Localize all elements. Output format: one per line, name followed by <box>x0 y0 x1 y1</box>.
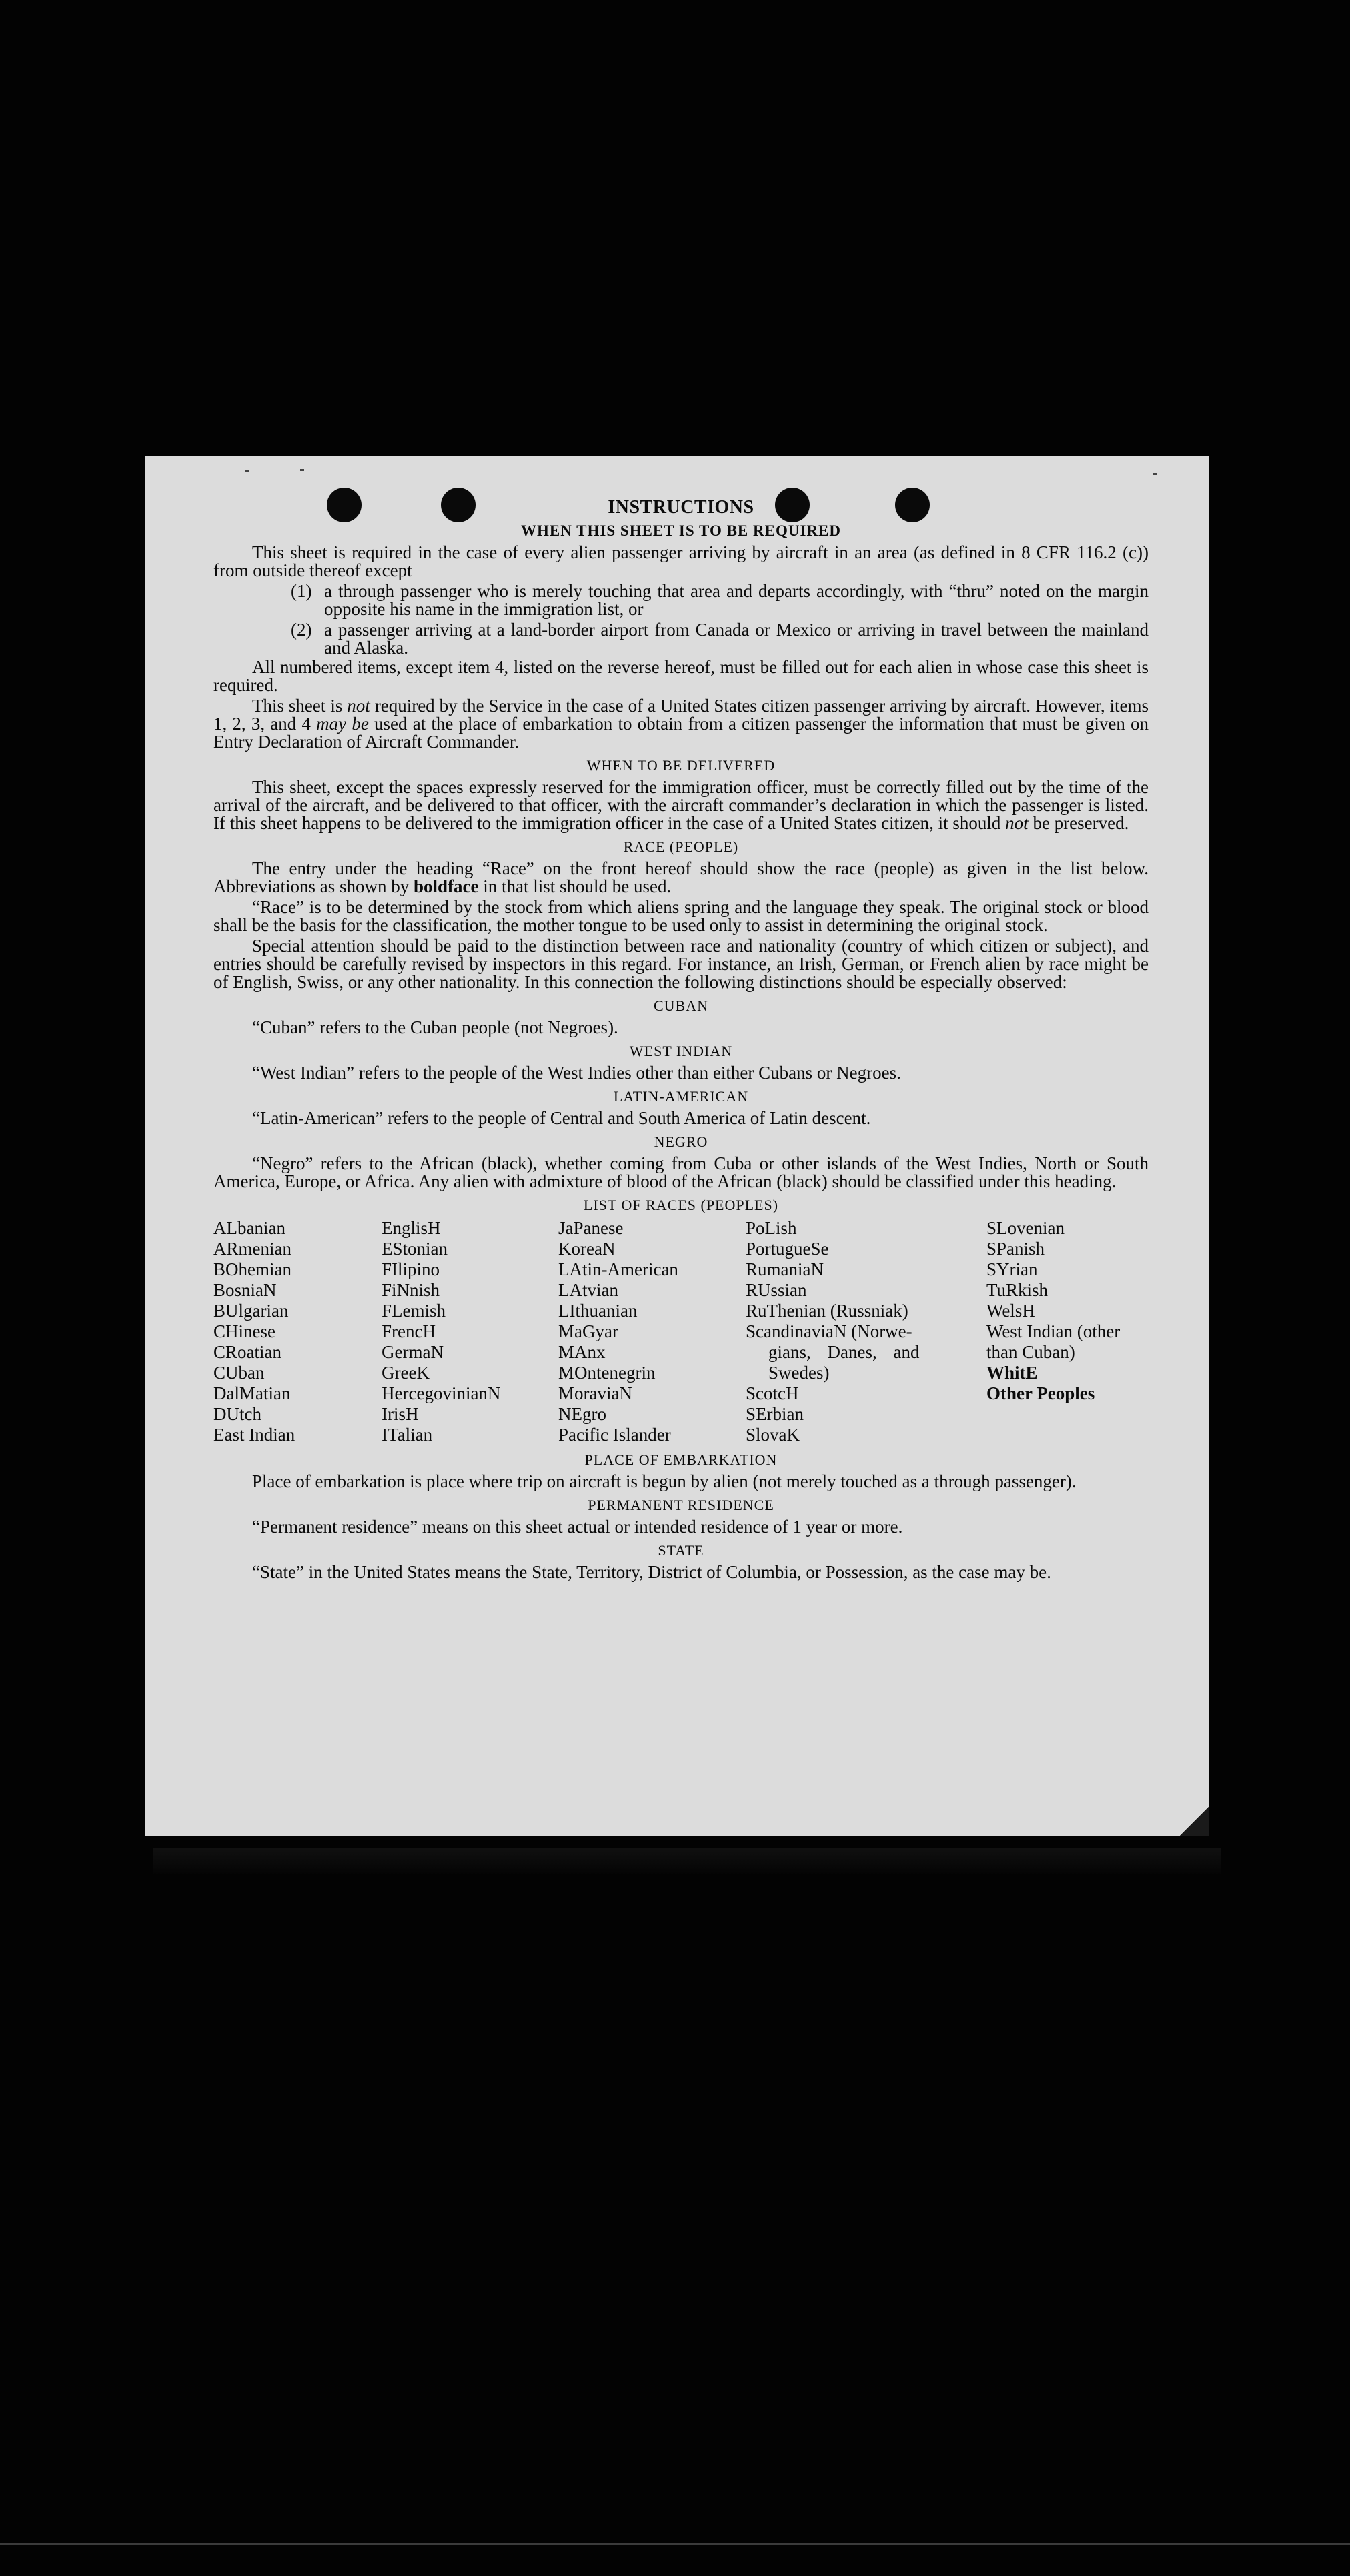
race-item: EStonian <box>382 1239 448 1259</box>
paragraph-cuban: “Cuban” refers to the Cuban people (not Negroes). <box>252 1017 618 1037</box>
scan-speck <box>300 469 304 471</box>
exception-item-2 <box>213 621 1149 657</box>
races-list <box>213 1218 1149 1445</box>
race-item: NEgro <box>558 1404 606 1424</box>
race-item: FiNnish <box>382 1280 440 1300</box>
race-item: RUssian <box>746 1280 807 1300</box>
punch-hole <box>895 488 930 522</box>
folded-corner <box>1179 1807 1209 1836</box>
section-heading-state: STATE <box>658 1542 704 1559</box>
race-item: TuRkish <box>986 1280 1049 1300</box>
section-heading-race: RACE (PEOPLE) <box>623 838 739 855</box>
race-item: BUlgarian <box>213 1301 289 1321</box>
race-item: SPanish <box>986 1239 1045 1259</box>
text-span: be preserved. <box>1028 813 1129 833</box>
race-item: DalMatian <box>213 1383 291 1403</box>
italic-text: may be <box>316 714 369 734</box>
document-page <box>145 456 1209 1836</box>
paragraph-race-definition: “Race” is to be determined by the stock from which aliens spring and the language they speak. The original stock or blood shall be the basis for the classification, the mother tongue to be used only to assist in determining the original stock. <box>213 897 1149 935</box>
race-item: FIlipino <box>382 1259 440 1279</box>
race-item: EnglisH <box>382 1218 441 1238</box>
exception-text: a through passenger who is merely touching that area and departs accordingly, with “thru” noted on the margin opposite his name in the immigration list, or <box>324 581 1149 619</box>
race-item: JaPanese <box>558 1218 624 1238</box>
section-heading-when-delivered: WHEN TO BE DELIVERED <box>586 757 776 774</box>
bold-text: boldface <box>413 876 479 896</box>
race-item: BOhemian <box>213 1259 291 1279</box>
race-item: ScotcH <box>746 1383 799 1403</box>
section-heading-list-of-races: LIST OF RACES (PEOPLES) <box>583 1197 779 1213</box>
paragraph-numbered-items: All numbered items, except item 4, listed on the reverse hereof, must be filled out for each alien in whose case this sheet is required. <box>213 657 1149 695</box>
race-item: PortugueSe <box>746 1239 829 1259</box>
race-item: PoLish <box>746 1218 797 1238</box>
race-item: Other Peoples <box>986 1383 1095 1403</box>
race-item: CRoatian <box>213 1342 281 1362</box>
race-item-continued: Swedes) <box>768 1363 830 1383</box>
text-span: This sheet is <box>252 696 348 716</box>
section-heading-cuban: CUBAN <box>653 997 708 1014</box>
race-item: DUtch <box>213 1404 261 1424</box>
race-item: RuThenian (Russniak) <box>746 1301 908 1321</box>
exception-item-1 <box>213 582 1149 618</box>
page-shadow <box>153 1848 1221 1874</box>
races-column-1 <box>213 1218 382 1445</box>
race-item: MaGyar <box>558 1321 618 1341</box>
section-heading-latin-american: LATIN-AMERICAN <box>613 1088 749 1105</box>
paragraph-embarkation: Place of embarkation is place where trip on aircraft is begun by alien (not merely touched as a through passenger). <box>252 1471 1077 1491</box>
race-item: SErbian <box>746 1404 804 1424</box>
punch-hole <box>327 488 362 522</box>
punch-hole <box>775 488 810 522</box>
race-item: KoreaN <box>558 1239 616 1259</box>
paragraph-permanent-residence: “Permanent residence” means on this sheet actual or intended residence of 1 year or more. <box>252 1517 903 1537</box>
paragraph-delivery <box>213 778 1149 832</box>
race-item: CUban <box>213 1363 265 1383</box>
text-span: required by the Service in the case of a United States citizen passenger arriving by aircraft. However, items 1, 2, 3, and 4 <box>213 696 1149 734</box>
races-column-3 <box>558 1218 746 1445</box>
race-item: Pacific Islander <box>558 1425 671 1445</box>
race-item: MOntenegrin <box>558 1363 656 1383</box>
race-item: HercegovinianN <box>382 1383 501 1403</box>
races-column-4 <box>746 1218 986 1445</box>
section-heading-embarkation: PLACE OF EMBARKATION <box>584 1451 778 1468</box>
paragraph-race-entry <box>213 860 1149 896</box>
text-span: The entry under the heading “Race” on the front hereof should show the race (people) as given in the list below. Abbreviations as shown by <box>213 858 1149 896</box>
race-item: RumaniaN <box>746 1259 824 1279</box>
italic-text: not <box>1005 813 1029 833</box>
race-item: GermaN <box>382 1342 444 1362</box>
race-item: MAnx <box>558 1342 606 1362</box>
race-item: FLemish <box>382 1301 446 1321</box>
section-heading-permanent-residence: PERMANENT RESIDENCE <box>588 1497 774 1513</box>
race-item: LAtvian <box>558 1280 618 1300</box>
exception-number: (1) <box>291 581 312 601</box>
race-item: West Indian (other <box>986 1321 1121 1341</box>
scan-speck <box>1153 473 1157 475</box>
paragraph-citizen <box>213 697 1149 751</box>
race-item: BosniaN <box>213 1280 277 1300</box>
race-item: East Indian <box>213 1425 295 1445</box>
italic-text: not <box>347 696 370 716</box>
race-item: WelsH <box>986 1301 1035 1321</box>
paragraph-west-indian: “West Indian” refers to the people of the West Indies other than either Cubans or Negroes. <box>252 1063 901 1083</box>
race-item: FrencH <box>382 1321 436 1341</box>
punch-hole <box>441 488 476 522</box>
races-column-5 <box>986 1218 1153 1445</box>
race-item: LAtin-American <box>558 1259 678 1279</box>
race-item: GreeK <box>382 1363 430 1383</box>
section-heading-west-indian: WEST INDIAN <box>629 1043 733 1059</box>
text-span: This sheet, except the spaces expressly reserved for the immigration officer, must be correctly filled out by the time of the arrival of the aircraft, and be delivered to that officer, with the aircraft commander’s declaration in which the passenger is listed. If this sheet happens to be delivered to the immigration officer in the case of a United States citizen, it should <box>213 777 1149 833</box>
section-heading-negro: NEGRO <box>654 1133 708 1150</box>
race-item: SlovaK <box>746 1425 800 1445</box>
scan-speck <box>245 470 249 472</box>
race-item-continued: gians, Danes, and <box>768 1342 920 1362</box>
race-item: LIthuanian <box>558 1301 638 1321</box>
race-item: MoraviaN <box>558 1383 632 1403</box>
paragraph-race-nationality: Special attention should be paid to the distinction between race and nationality (country of which citizen or subject), and entries should be carefully revised by inspectors in this regard. For instance, an Irish, German, or French alien by race might be of English, Swiss, or any other nationality. In this connection the following distinctions should be especially observed: <box>213 936 1149 992</box>
exception-text: a passenger arriving at a land-border airport from Canada or Mexico or arriving in travel between the mainland and Alaska. <box>324 620 1149 658</box>
page-title: INSTRUCTIONS <box>608 497 754 518</box>
race-item: ITalian <box>382 1425 433 1445</box>
race-item: ALbanian <box>213 1218 285 1238</box>
race-item-continued: than Cuban) <box>986 1342 1075 1362</box>
race-item: SLovenian <box>986 1218 1065 1238</box>
text-span: in that list should be used. <box>478 876 672 896</box>
paragraph-negro: “Negro” refers to the African (black), whether coming from Cuba or other islands of the West Indies, North or South America, Europe, or Africa. Any alien with admixture of blood of the African (black) should be classified under this heading. <box>213 1153 1149 1191</box>
race-item: IrisH <box>382 1404 419 1424</box>
race-item: ScandinaviaN (Norwe- <box>746 1321 912 1341</box>
paragraph-state: “State” in the United States means the State, Territory, District of Columbia, or Possession, as the case may be. <box>252 1562 1051 1582</box>
exception-number: (2) <box>291 620 312 640</box>
race-item: CHinese <box>213 1321 275 1341</box>
scanner-edge-line <box>0 2543 1350 2545</box>
race-item: ARmenian <box>213 1239 291 1259</box>
paragraph-required-intro: This sheet is required in the case of every alien passenger arriving by aircraft in an area (as defined in 8 CFR 116.2 (c)) from outside thereof except <box>213 542 1149 580</box>
section-heading-when-required: WHEN THIS SHEET IS TO BE REQUIRED <box>521 522 841 539</box>
races-column-2 <box>382 1218 558 1445</box>
paragraph-latin-american: “Latin-American” refers to the people of Central and South America of Latin descent. <box>252 1108 871 1128</box>
race-item: SYrian <box>986 1259 1038 1279</box>
text-span: used at the place of embarkation to obtain from a citizen passenger the information that must be given on Entry Declaration of Aircraft Commander. <box>213 714 1149 752</box>
race-item: WhitE <box>986 1363 1038 1383</box>
